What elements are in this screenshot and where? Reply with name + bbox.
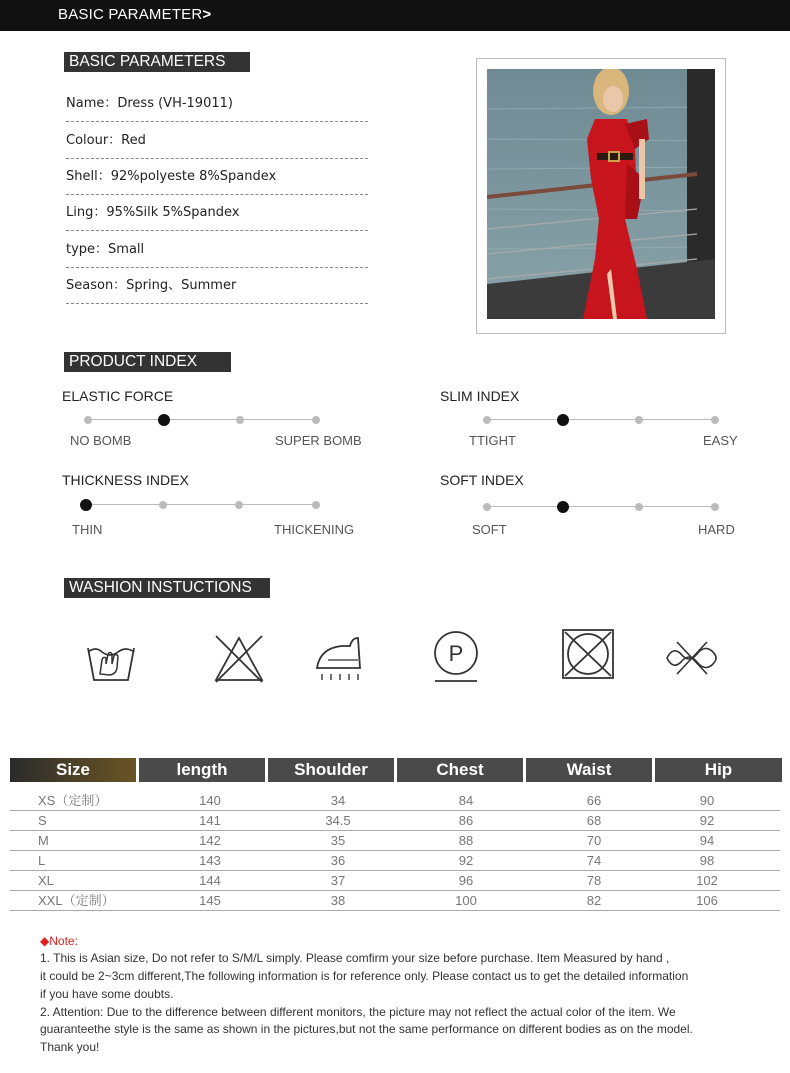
- product-photo: [487, 69, 715, 319]
- note-line: if you have some doubts.: [40, 987, 174, 1001]
- table-cell: 94: [699, 833, 715, 848]
- table-cell: 74: [586, 853, 602, 868]
- index-low-soft: SOFT: [472, 522, 507, 537]
- table-cell: 86: [458, 813, 474, 828]
- size-header-chest: Chest: [397, 758, 523, 782]
- header-title: BASIC PARAMETER>: [58, 6, 212, 23]
- table-cell: 84: [458, 793, 474, 808]
- index-low-elastic: NO BOMB: [70, 433, 132, 448]
- scale-dot: [711, 503, 719, 511]
- no-wring-icon: [663, 638, 721, 678]
- table-row: [10, 831, 780, 851]
- note-title: ◆Note:: [40, 934, 78, 948]
- scale-dot: [635, 503, 643, 511]
- index-low-thickness: THIN: [72, 522, 103, 537]
- scale-elastic: [88, 413, 316, 427]
- section-product-index: PRODUCT INDEX: [64, 352, 231, 372]
- table-cell: XL: [38, 873, 54, 888]
- table-cell: 145: [199, 893, 221, 908]
- size-header-hip: Hip: [655, 758, 782, 782]
- iron-icon: [314, 634, 366, 684]
- param-type: type：Small: [66, 232, 368, 268]
- scale-marker-active: [158, 414, 170, 426]
- table-row: [10, 891, 780, 911]
- scale-soft: [487, 500, 715, 514]
- table-cell: 70: [586, 833, 602, 848]
- scale-thickness: [86, 498, 316, 512]
- scale-dot: [159, 501, 167, 509]
- table-cell: 37: [330, 873, 346, 888]
- note-line: it could be 2~3cm different,The following information is for reference only. Please contact us to get the detailed information: [40, 969, 689, 983]
- param-season: Season：Spring、Summer: [66, 268, 368, 304]
- scale-marker-active: [80, 499, 92, 511]
- scale-dot: [711, 416, 719, 424]
- index-title-thickness: THICKNESS INDEX: [62, 472, 189, 488]
- table-cell: XXL（定制）: [38, 893, 115, 908]
- note-line: guaranteethe style is the same as shown in the pictures,but not the same performance on different bodies as on the model.: [40, 1022, 693, 1036]
- table-cell: 36: [330, 853, 346, 868]
- svg-text:P: P: [448, 641, 464, 666]
- table-cell: 66: [586, 793, 602, 808]
- size-header-waist: Waist: [526, 758, 652, 782]
- table-row: [10, 791, 780, 811]
- table-cell: 140: [199, 793, 221, 808]
- param-colour: Colour：Red: [66, 123, 368, 159]
- table-cell: 90: [699, 793, 715, 808]
- header-bar: [0, 0, 790, 31]
- note-line: 1. This is Asian size, Do not refer to S/M/L simply. Please comfirm your size before purchase. Item Measured by hand ,: [40, 951, 670, 965]
- index-high-soft: HARD: [698, 522, 735, 537]
- table-row: [10, 871, 780, 891]
- table-cell: 106: [696, 893, 718, 908]
- table-cell: 34.5: [325, 813, 351, 828]
- table-cell: 142: [199, 833, 221, 848]
- param-lining: Ling：95%Silk 5%Spandex: [66, 195, 368, 231]
- scale-marker-active: [557, 414, 569, 426]
- scale-dot: [635, 416, 643, 424]
- index-title-elastic: ELASTIC FORCE: [62, 388, 174, 404]
- note-line: Thank you!: [40, 1040, 100, 1054]
- param-shell: Shell：92%polyeste 8%Spandex: [66, 159, 368, 195]
- table-cell: 96: [458, 873, 474, 888]
- table-cell: 98: [699, 853, 715, 868]
- section-basic-parameters: BASIC PARAMETERS: [64, 52, 250, 72]
- table-cell: 141: [199, 813, 221, 828]
- index-high-elastic: SUPER BOMB: [275, 433, 362, 448]
- table-cell: 144: [199, 873, 221, 888]
- table-cell: 78: [586, 873, 602, 888]
- no-bleach-icon: [212, 632, 266, 686]
- section-washing-instructions: WASHION INSTUCTIONS: [64, 578, 270, 598]
- scale-dot: [235, 501, 243, 509]
- size-header-length: length: [139, 758, 265, 782]
- table-cell: 92: [458, 853, 474, 868]
- table-cell: L: [38, 853, 46, 868]
- table-cell: 102: [696, 873, 718, 888]
- index-high-thickness: THICKENING: [274, 522, 355, 537]
- table-cell: XS（定制）: [38, 793, 108, 808]
- scale-dot: [483, 503, 491, 511]
- product-photo-frame: [476, 58, 726, 334]
- table-cell: M: [38, 833, 49, 848]
- index-title-soft: SOFT INDEX: [440, 472, 524, 488]
- size-header-size: Size: [10, 758, 136, 782]
- scale-dot: [312, 416, 320, 424]
- table-cell: 100: [455, 893, 477, 908]
- scale-slim: [487, 413, 715, 427]
- table-cell: 68: [586, 813, 602, 828]
- table-cell: 82: [586, 893, 602, 908]
- scale-dot: [236, 416, 244, 424]
- note-line: 2. Attention: Due to the difference between different monitors, the picture may not reflect the actual color of the item. We: [40, 1005, 676, 1019]
- no-tumble-dry-icon: [560, 627, 616, 681]
- table-cell: 143: [199, 853, 221, 868]
- table-cell: 92: [699, 813, 715, 828]
- table-cell: 38: [330, 893, 346, 908]
- scale-marker-active: [557, 501, 569, 513]
- table-cell: 88: [458, 833, 474, 848]
- size-header-shoulder: Shoulder: [268, 758, 394, 782]
- hand-wash-icon: [84, 634, 138, 684]
- index-high-slim: EASY: [703, 433, 738, 448]
- index-low-slim: TTIGHT: [469, 433, 516, 448]
- scale-dot: [483, 416, 491, 424]
- scale-dot: [312, 501, 320, 509]
- table-cell: S: [38, 813, 47, 828]
- table-row: [10, 851, 780, 871]
- dry-clean-p-icon: [431, 628, 481, 684]
- table-cell: 35: [330, 833, 346, 848]
- table-cell: 34: [330, 793, 346, 808]
- index-title-slim: SLIM INDEX: [440, 388, 520, 404]
- param-name: Name：Dress (VH-19011): [66, 86, 368, 122]
- scale-dot: [84, 416, 92, 424]
- table-row: [10, 811, 780, 831]
